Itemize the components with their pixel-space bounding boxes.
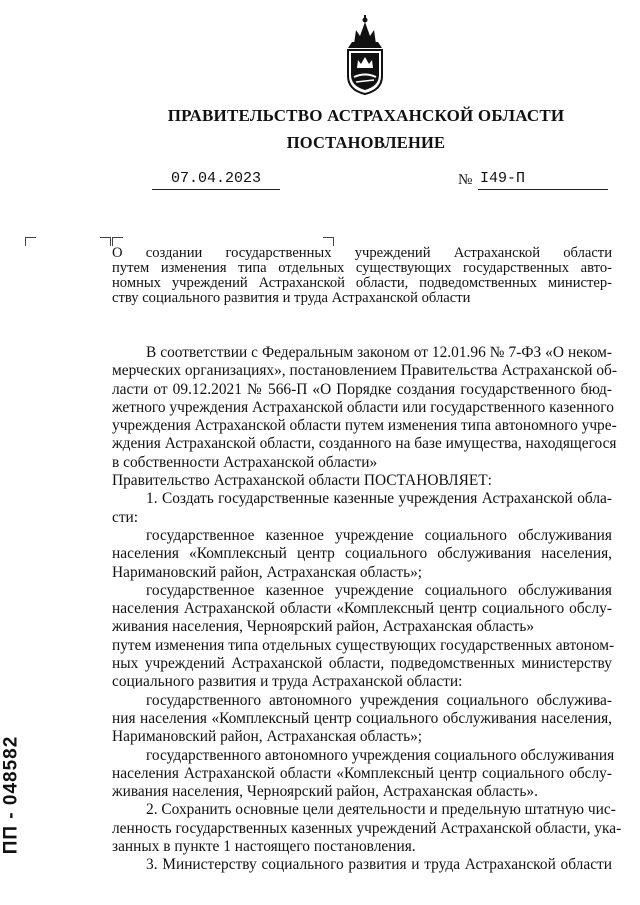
body-line: занных в пункте 1 настоящего постановления. xyxy=(112,838,416,856)
body-line: 1. Создать государственные казенные учреждения Астраханской обла- xyxy=(146,490,612,508)
subject-line: номных учреждений Астраханской области, подведомственных министер- xyxy=(112,275,612,291)
body-line: Наримановский район, Астраханская область»; xyxy=(112,563,423,581)
body-line: сти: xyxy=(112,508,139,526)
body-line: мерческих организациях», постановлением Правительства Астраханской об- xyxy=(112,362,617,380)
margin-corner-mark xyxy=(25,237,36,246)
body-line: Наримановский район, Астраханская область»; xyxy=(112,728,423,746)
serial-number: ПП - 048582 xyxy=(0,735,22,855)
document-subject xyxy=(112,246,612,306)
body-line: ласти от 09.12.2021 № 566-П «О Порядке создания государственного бюд- xyxy=(112,380,612,398)
number-sign: № xyxy=(458,172,473,188)
body-line: государственное казенное учреждение социального обслуживания xyxy=(146,526,612,544)
body-line: ных учреждений Астраханской области, подведомственных министерству xyxy=(112,655,612,673)
body-line: населения Астраханской области «Комплексный центр социального обслу- xyxy=(112,600,612,618)
margin-corner-mark xyxy=(100,237,111,246)
subject-line: ству социального развития и труда Астраханской области xyxy=(112,290,471,306)
body-line: населения «Комплексный центр социального обслуживания населения, xyxy=(112,545,612,563)
body-line: в собственности Астраханской области» xyxy=(112,453,378,471)
document-number: I49-П xyxy=(478,170,608,190)
body-line: ждения Астраханской области, созданного на базе имущества, находящегося xyxy=(112,435,617,453)
document-type: ПОСТАНОВЛЕНИЕ xyxy=(286,133,446,152)
body-line: государственное казенное учреждение социального обслуживания xyxy=(146,581,612,599)
coat-of-arms-emblem xyxy=(342,14,388,96)
body-line: населения Астраханской области «Комплексный центр социального обслу- xyxy=(112,764,612,782)
document-body xyxy=(112,344,622,875)
document-date: 07.04.2023 xyxy=(152,170,280,190)
body-line: государственного автономного учреждения социального обслужива- xyxy=(146,691,612,709)
body-line: путем изменения типа отдельных существующих государственных автоном- xyxy=(112,636,615,654)
government-name: ПРАВИТЕЛЬСТВО АСТРАХАНСКОЙ ОБЛАСТИ xyxy=(167,106,565,125)
body-line: ленность государственных казенных учреждений Астраханской области, ука- xyxy=(112,819,622,837)
subject-line: О создании государственных учреждений Астраханской области xyxy=(112,245,612,261)
body-line: живания населения, Черноярский район, Астраханская область». xyxy=(112,783,538,801)
body-line: 3. Министерству социального развития и труда Астраханской области xyxy=(146,856,612,874)
body-line: ния населения «Комплексный центр социального обслуживания населения, xyxy=(112,709,612,727)
body-line: государственного автономного учреждения социального обслуживания xyxy=(146,746,615,764)
body-line: социального развития и труда Астраханской области: xyxy=(112,673,463,691)
body-line: живания населения, Черноярский район, Астраханская область» xyxy=(112,618,535,636)
form-serial-stamp xyxy=(0,730,26,860)
body-line: учреждения Астраханской области путем изменения типа автономного учре- xyxy=(112,417,617,435)
body-line: Правительство Астраханской области ПОСТАНОВЛЯЕТ: xyxy=(112,472,492,490)
body-line: 2. Сохранить основные цели деятельности и предельную штатную чис- xyxy=(146,801,616,819)
subject-line: путем изменения типа отдельных существующих государственных авто- xyxy=(112,260,612,276)
body-line: В соответствии с Федеральным законом от 12.01.96 № 7-ФЗ «О неком- xyxy=(146,344,612,361)
body-line: жетного учреждения Астраханской области или государственного казенного xyxy=(112,398,614,416)
